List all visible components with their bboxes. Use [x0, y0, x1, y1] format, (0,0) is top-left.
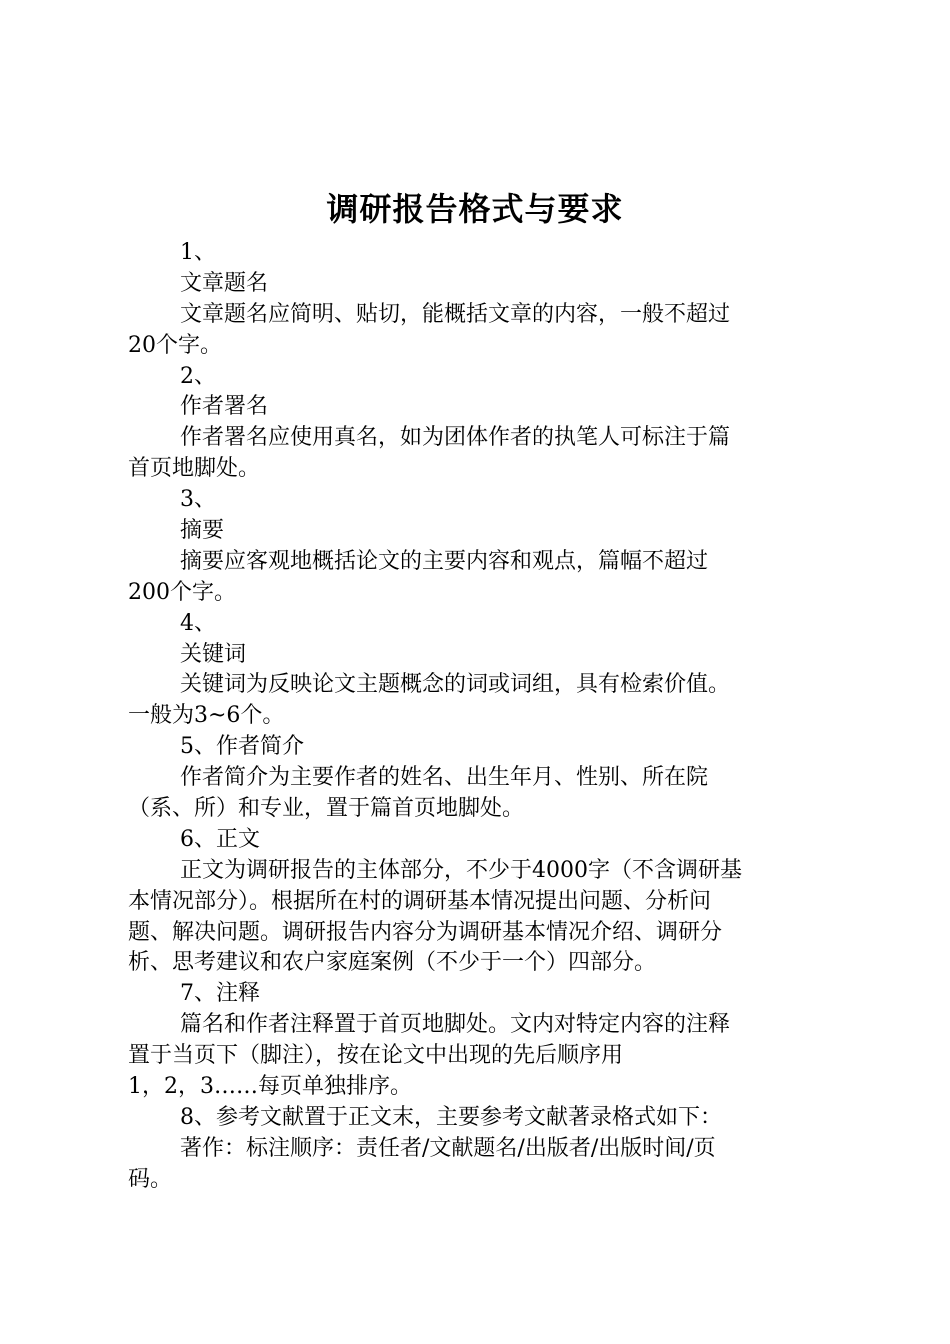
section-heading-abstract: 摘要: [180, 518, 225, 544]
section-heading-author-bio: 5、作者简介: [180, 734, 304, 760]
paragraph-line: 首页地脚处。: [128, 456, 261, 482]
section-heading-title: 文章题名: [180, 270, 269, 296]
paragraph-line: 篇名和作者注释置于首页地脚处。文内对特定内容的注释: [180, 1012, 731, 1038]
paragraph-line: （系、所）和专业，置于篇首页地脚处。: [128, 796, 525, 822]
paragraph-line: 作者简介为主要作者的姓名、出生年月、性别、所在院: [180, 765, 709, 791]
document-body: [128, 238, 830, 1196]
paragraph-line: 摘要应客观地概括论文的主要内容和观点，篇幅不超过: [180, 548, 709, 574]
document-title: 调研报告格式与要求: [326, 190, 624, 228]
paragraph-line: 析、思考建议和农户家庭案例（不少于一个）四部分。: [128, 950, 657, 976]
section-number-1: 1、: [180, 240, 216, 265]
paragraph-line: 本情况部分）。根据所在村的调研基本情况提出问题、分析问: [128, 888, 712, 914]
paragraph-line: 20个字。: [128, 332, 222, 358]
section-heading-notes: 7、注释: [180, 981, 260, 1007]
section-heading-references: 8、参考文献置于正文末，主要参考文献著录格式如下：: [180, 1104, 722, 1130]
paragraph-line: 200个字。: [128, 579, 236, 605]
section-number-4: 4、: [180, 610, 216, 636]
section-heading-keywords: 关键词: [180, 641, 247, 667]
section-heading-author: 作者署名: [180, 394, 269, 420]
paragraph-line: 作者署名应使用真名，如为团体作者的执笔人可标注于篇: [180, 425, 731, 451]
paragraph-line: 1，2，3……每页单独排序。: [128, 1074, 412, 1100]
paragraph-line: 关键词为反映论文主题概念的词或词组，具有检索价值。: [180, 672, 731, 698]
paragraph-line: 置于当页下（脚注），按在论文中出现的先后顺序用: [128, 1043, 624, 1069]
paragraph-line: 一般为3~6个。: [128, 703, 285, 729]
paragraph-line: 题、解决问题。调研报告内容分为调研基本情况介绍、调研分: [128, 919, 723, 945]
paragraph-line: 著作：标注顺序：责任者/文献题名/出版者/出版时间/页: [180, 1135, 716, 1161]
section-number-2: 2、: [180, 363, 216, 389]
section-heading-main-text: 6、正文: [180, 826, 260, 852]
paragraph-line: 文章题名应简明、贴切，能概括文章的内容，一般不超过: [180, 301, 731, 327]
paragraph-line: 正文为调研报告的主体部分，不少于4000字（不含调研基: [180, 857, 742, 883]
paragraph-line: 码。: [128, 1166, 173, 1192]
section-number-3: 3、: [180, 487, 216, 513]
